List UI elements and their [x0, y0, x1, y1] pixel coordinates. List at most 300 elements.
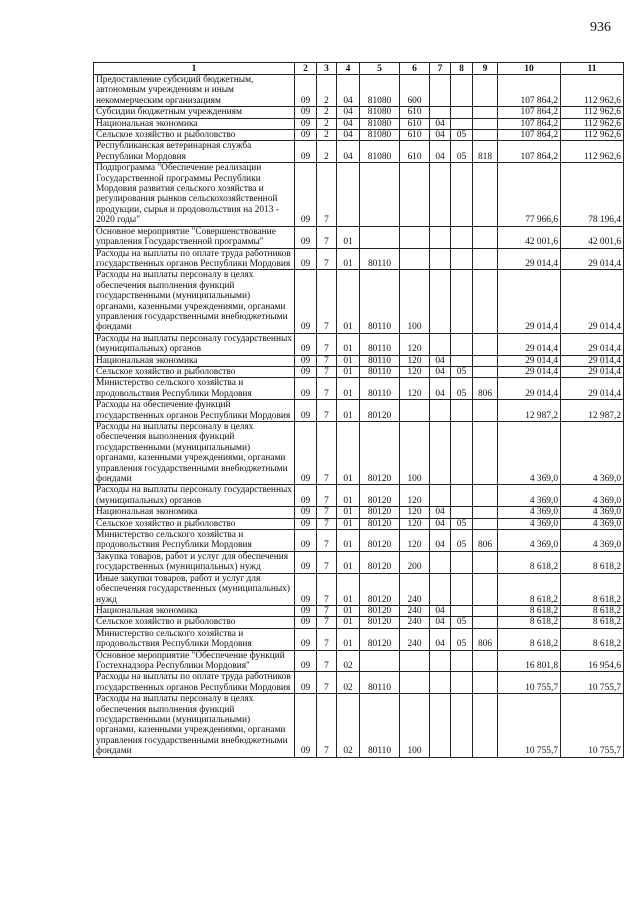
amount-cell: 8 618,2: [498, 605, 561, 616]
amount-cell: 8 618,2: [498, 628, 561, 650]
row-description: Сельское хозяйство и рыболовство: [94, 130, 295, 141]
code-cell: 120: [400, 378, 430, 400]
code-cell: 120: [400, 355, 430, 366]
row-description: Республиканская ветеринарная служба Республики Мордовия: [94, 141, 295, 163]
code-cell: 7: [317, 485, 337, 507]
amount-cell: 29 014,4: [498, 333, 561, 355]
code-cell: 7: [317, 226, 337, 248]
table-row: [94, 163, 624, 226]
amount-cell: 29 014,4: [561, 270, 624, 333]
code-cell: 04: [430, 507, 451, 518]
code-cell: 01: [337, 485, 360, 507]
code-cell: [400, 163, 430, 226]
code-cell: 7: [317, 400, 337, 422]
amount-cell: 4 369,0: [561, 485, 624, 507]
code-cell: 09: [295, 628, 317, 650]
amount-cell: 4 369,0: [561, 507, 624, 518]
code-cell: 81080: [360, 141, 400, 163]
code-cell: 2: [317, 107, 337, 118]
code-cell: 09: [295, 650, 317, 672]
amount-cell: 29 014,4: [561, 366, 624, 377]
code-cell: [473, 226, 498, 248]
amount-cell: 29 014,4: [561, 333, 624, 355]
code-cell: [451, 422, 473, 485]
code-cell: 09: [295, 422, 317, 485]
code-cell: [451, 551, 473, 573]
code-cell: 80110: [360, 333, 400, 355]
code-cell: 05: [451, 141, 473, 163]
table-row: [94, 605, 624, 616]
code-cell: [360, 650, 400, 672]
amount-cell: 4 369,0: [498, 530, 561, 552]
table-row: [94, 75, 624, 107]
row-description: Субсидии бюджетным учреждениям: [94, 107, 295, 118]
code-cell: 240: [400, 605, 430, 616]
code-cell: [451, 355, 473, 366]
amount-cell: 29 014,4: [561, 378, 624, 400]
amount-cell: 10 755,7: [498, 672, 561, 694]
code-cell: 01: [337, 270, 360, 333]
amount-cell: 8 618,2: [561, 605, 624, 616]
code-cell: 120: [400, 485, 430, 507]
amount-cell: 12 987,2: [498, 400, 561, 422]
column-header: 6: [400, 63, 430, 75]
header-row: [94, 63, 624, 75]
code-cell: 09: [295, 573, 317, 605]
code-cell: [400, 672, 430, 694]
row-description: Национальная экономика: [94, 507, 295, 518]
code-cell: [451, 485, 473, 507]
row-description: Расходы на выплаты персоналу в целях обеспечения выполнения функций государственными (муниципальными) органами, казенными учреждениями, органами управления государственными внебюджетными фондами: [94, 270, 295, 333]
code-cell: 01: [337, 248, 360, 270]
code-cell: [451, 226, 473, 248]
code-cell: [451, 163, 473, 226]
code-cell: [430, 270, 451, 333]
code-cell: [430, 400, 451, 422]
code-cell: 04: [337, 118, 360, 129]
code-cell: 09: [295, 107, 317, 118]
code-cell: 80110: [360, 355, 400, 366]
code-cell: 7: [317, 333, 337, 355]
code-cell: 04: [430, 378, 451, 400]
amount-cell: 8 618,2: [561, 551, 624, 573]
code-cell: [473, 355, 498, 366]
amount-cell: 29 014,4: [498, 355, 561, 366]
code-cell: [473, 107, 498, 118]
code-cell: 240: [400, 628, 430, 650]
column-header: 1: [94, 63, 295, 75]
amount-cell: 4 369,0: [561, 518, 624, 529]
amount-cell: 4 369,0: [561, 530, 624, 552]
column-header: 5: [360, 63, 400, 75]
row-description: Национальная экономика: [94, 118, 295, 129]
code-cell: 04: [430, 141, 451, 163]
row-description: Иные закупки товаров, работ и услуг для обеспечения государственных (муниципальных) нужд: [94, 573, 295, 605]
code-cell: 7: [317, 422, 337, 485]
column-header: 8: [451, 63, 473, 75]
code-cell: 09: [295, 518, 317, 529]
code-cell: [430, 694, 451, 757]
table-row: [94, 333, 624, 355]
code-cell: 09: [295, 333, 317, 355]
code-cell: [400, 650, 430, 672]
code-cell: [451, 107, 473, 118]
code-cell: 240: [400, 617, 430, 628]
row-description: Министерство сельского хозяйства и продовольствия Республики Мордовия: [94, 378, 295, 400]
code-cell: [473, 333, 498, 355]
code-cell: 05: [451, 617, 473, 628]
code-cell: 81080: [360, 118, 400, 129]
code-cell: 02: [337, 672, 360, 694]
code-cell: 80110: [360, 248, 400, 270]
code-cell: [400, 400, 430, 422]
row-description: Расходы на выплаты персоналу в целях обеспечения выполнения функций государственными (муниципальными) органами, казенными учреждениями, органами управления государственными внебюджетными фондами: [94, 694, 295, 757]
code-cell: 01: [337, 355, 360, 366]
code-cell: 05: [451, 130, 473, 141]
amount-cell: 29 014,4: [561, 248, 624, 270]
code-cell: [473, 650, 498, 672]
row-description: Основное мероприятие "Обеспечение функций Гостехнадзора Республики Мордовия": [94, 650, 295, 672]
table-row: [94, 378, 624, 400]
amount-cell: 107 864,2: [498, 107, 561, 118]
code-cell: 01: [337, 507, 360, 518]
row-description: Закупка товаров, работ и услуг для обеспечения государственных (муниципальных) нужд: [94, 551, 295, 573]
code-cell: 80120: [360, 422, 400, 485]
code-cell: 2: [317, 118, 337, 129]
table-row: [94, 118, 624, 129]
code-cell: 01: [337, 530, 360, 552]
code-cell: 80120: [360, 628, 400, 650]
code-cell: [451, 400, 473, 422]
amount-cell: 29 014,4: [498, 248, 561, 270]
code-cell: [451, 573, 473, 605]
code-cell: 04: [337, 130, 360, 141]
code-cell: 09: [295, 485, 317, 507]
table-row: [94, 248, 624, 270]
code-cell: [430, 551, 451, 573]
table-row: [94, 422, 624, 485]
code-cell: 04: [430, 366, 451, 377]
code-cell: 09: [295, 507, 317, 518]
code-cell: 100: [400, 694, 430, 757]
code-cell: [473, 422, 498, 485]
code-cell: 04: [337, 107, 360, 118]
column-header: 3: [317, 63, 337, 75]
code-cell: 05: [451, 628, 473, 650]
row-description: Расходы на выплаты персоналу в целях обеспечения выполнения функций государственными (муниципальными) органами, казенными учреждениями, органами управления государственными внебюджетными фондами: [94, 422, 295, 485]
code-cell: [473, 270, 498, 333]
amount-cell: 77 966,6: [498, 163, 561, 226]
table-row: [94, 270, 624, 333]
code-cell: 04: [430, 530, 451, 552]
code-cell: 81080: [360, 107, 400, 118]
code-cell: [473, 248, 498, 270]
code-cell: [473, 485, 498, 507]
budget-table: [93, 62, 624, 758]
code-cell: 04: [430, 130, 451, 141]
amount-cell: 8 618,2: [561, 573, 624, 605]
code-cell: [430, 248, 451, 270]
row-description: Министерство сельского хозяйства и продовольствия Республики Мордовия: [94, 530, 295, 552]
amount-cell: 8 618,2: [498, 551, 561, 573]
amount-cell: 16 801,8: [498, 650, 561, 672]
code-cell: 120: [400, 333, 430, 355]
table-row: [94, 650, 624, 672]
code-cell: 2: [317, 130, 337, 141]
code-cell: 05: [451, 518, 473, 529]
code-cell: 09: [295, 378, 317, 400]
code-cell: [451, 75, 473, 107]
code-cell: 81080: [360, 75, 400, 107]
row-description: Основное мероприятие "Совершенствование управления Государственной программы": [94, 226, 295, 248]
code-cell: 7: [317, 551, 337, 573]
code-cell: 80110: [360, 694, 400, 757]
amount-cell: 29 014,4: [561, 355, 624, 366]
code-cell: 80110: [360, 366, 400, 377]
code-cell: 7: [317, 605, 337, 616]
code-cell: [451, 118, 473, 129]
amount-cell: 29 014,4: [498, 366, 561, 377]
code-cell: 01: [337, 378, 360, 400]
code-cell: 05: [451, 378, 473, 400]
code-cell: 09: [295, 270, 317, 333]
code-cell: 600: [400, 75, 430, 107]
code-cell: 01: [337, 605, 360, 616]
code-cell: 09: [295, 605, 317, 616]
code-cell: 7: [317, 694, 337, 757]
table-row: [94, 107, 624, 118]
code-cell: 01: [337, 422, 360, 485]
code-cell: 200: [400, 551, 430, 573]
amount-cell: 29 014,4: [498, 378, 561, 400]
code-cell: 80120: [360, 605, 400, 616]
code-cell: 09: [295, 130, 317, 141]
code-cell: 01: [337, 400, 360, 422]
code-cell: [473, 163, 498, 226]
code-cell: 120: [400, 530, 430, 552]
code-cell: 09: [295, 617, 317, 628]
code-cell: 09: [295, 694, 317, 757]
table-row: [94, 485, 624, 507]
code-cell: 01: [337, 333, 360, 355]
amount-cell: 107 864,2: [498, 130, 561, 141]
code-cell: 80110: [360, 378, 400, 400]
code-cell: [473, 118, 498, 129]
code-cell: 09: [295, 355, 317, 366]
code-cell: [430, 485, 451, 507]
code-cell: 02: [337, 694, 360, 757]
code-cell: 80120: [360, 400, 400, 422]
code-cell: [451, 650, 473, 672]
code-cell: [430, 333, 451, 355]
table-row: [94, 617, 624, 628]
table-row: [94, 573, 624, 605]
code-cell: 01: [337, 518, 360, 529]
code-cell: [430, 75, 451, 107]
code-cell: [473, 366, 498, 377]
table-row: [94, 226, 624, 248]
amount-cell: 4 369,0: [561, 422, 624, 485]
code-cell: 7: [317, 248, 337, 270]
amount-cell: 4 369,0: [498, 507, 561, 518]
code-cell: 80120: [360, 530, 400, 552]
row-description: Предоставление субсидий бюджетным, автономным учреждениям и иным некоммерческим организациям: [94, 75, 295, 107]
code-cell: [473, 551, 498, 573]
code-cell: [400, 248, 430, 270]
code-cell: 04: [430, 617, 451, 628]
table-row: [94, 366, 624, 377]
amount-cell: 107 864,2: [498, 118, 561, 129]
amount-cell: 4 369,0: [498, 422, 561, 485]
amount-cell: 8 618,2: [561, 617, 624, 628]
code-cell: 7: [317, 507, 337, 518]
table-row: [94, 507, 624, 518]
code-cell: 7: [317, 617, 337, 628]
code-cell: 09: [295, 248, 317, 270]
code-cell: 04: [337, 141, 360, 163]
code-cell: 01: [337, 551, 360, 573]
amount-cell: 112 962,6: [561, 107, 624, 118]
code-cell: 806: [473, 378, 498, 400]
table-row: [94, 355, 624, 366]
code-cell: 818: [473, 141, 498, 163]
code-cell: [473, 130, 498, 141]
code-cell: 05: [451, 530, 473, 552]
code-cell: [451, 270, 473, 333]
code-cell: 610: [400, 107, 430, 118]
code-cell: [451, 694, 473, 757]
column-header: 9: [473, 63, 498, 75]
code-cell: [473, 672, 498, 694]
code-cell: 01: [337, 366, 360, 377]
code-cell: 01: [337, 628, 360, 650]
amount-cell: 42 001,6: [498, 226, 561, 248]
code-cell: 7: [317, 573, 337, 605]
code-cell: [430, 672, 451, 694]
code-cell: 01: [337, 226, 360, 248]
code-cell: 80120: [360, 573, 400, 605]
code-cell: 100: [400, 422, 430, 485]
table-row: [94, 551, 624, 573]
code-cell: 04: [430, 118, 451, 129]
row-description: Национальная экономика: [94, 605, 295, 616]
code-cell: [473, 617, 498, 628]
code-cell: [473, 75, 498, 107]
code-cell: 09: [295, 672, 317, 694]
code-cell: [473, 694, 498, 757]
code-cell: [360, 163, 400, 226]
table-row: [94, 400, 624, 422]
amount-cell: 12 987,2: [561, 400, 624, 422]
code-cell: [430, 107, 451, 118]
row-description: Сельское хозяйство и рыболовство: [94, 366, 295, 377]
code-cell: [430, 163, 451, 226]
code-cell: [451, 333, 473, 355]
amount-cell: 107 864,2: [498, 75, 561, 107]
row-description: Расходы на выплаты персоналу государственных (муниципальных) органов: [94, 333, 295, 355]
table-row: [94, 518, 624, 529]
amount-cell: 29 014,4: [498, 270, 561, 333]
amount-cell: 4 369,0: [498, 518, 561, 529]
code-cell: 09: [295, 75, 317, 107]
amount-cell: 8 618,2: [561, 628, 624, 650]
code-cell: 09: [295, 226, 317, 248]
code-cell: [473, 400, 498, 422]
amount-cell: 112 962,6: [561, 75, 624, 107]
code-cell: 7: [317, 518, 337, 529]
code-cell: [430, 422, 451, 485]
code-cell: 7: [317, 628, 337, 650]
row-description: Министерство сельского хозяйства и продовольствия Республики Мордовия: [94, 628, 295, 650]
amount-cell: 112 962,6: [561, 141, 624, 163]
row-description: Расходы на выплаты по оплате труда работников государственных органов Республики Мордовия: [94, 248, 295, 270]
table-row: [94, 672, 624, 694]
amount-cell: 16 954,6: [561, 650, 624, 672]
code-cell: 610: [400, 118, 430, 129]
code-cell: [400, 226, 430, 248]
code-cell: 7: [317, 270, 337, 333]
code-cell: 01: [337, 617, 360, 628]
code-cell: [360, 226, 400, 248]
amount-cell: 112 962,6: [561, 118, 624, 129]
code-cell: 04: [337, 75, 360, 107]
code-cell: 04: [430, 518, 451, 529]
table-row: [94, 628, 624, 650]
code-cell: [473, 518, 498, 529]
code-cell: [473, 573, 498, 605]
row-description: Расходы на выплаты по оплате труда работников государственных органов Республики Мордовия: [94, 672, 295, 694]
amount-cell: 42 001,6: [561, 226, 624, 248]
table-row: [94, 130, 624, 141]
column-header: 4: [337, 63, 360, 75]
code-cell: 120: [400, 507, 430, 518]
code-cell: [430, 650, 451, 672]
code-cell: 09: [295, 118, 317, 129]
amount-cell: 10 755,7: [561, 672, 624, 694]
code-cell: 120: [400, 518, 430, 529]
table-row: [94, 530, 624, 552]
code-cell: 7: [317, 530, 337, 552]
code-cell: 05: [451, 366, 473, 377]
code-cell: 09: [295, 530, 317, 552]
code-cell: 80120: [360, 518, 400, 529]
code-cell: 09: [295, 366, 317, 377]
code-cell: 01: [337, 573, 360, 605]
code-cell: 80120: [360, 551, 400, 573]
code-cell: 7: [317, 355, 337, 366]
code-cell: 80110: [360, 270, 400, 333]
code-cell: 7: [317, 366, 337, 377]
code-cell: 7: [317, 650, 337, 672]
row-description: Подпрограмма "Обеспечение реализации Государственной программы Республики Мордовия развития сельского хозяйства и регулирования рынков сельскохозяйственной продукции, сырья и продовольствия на 2013 - 2020 годы": [94, 163, 295, 226]
column-header: 11: [561, 63, 624, 75]
code-cell: 80120: [360, 617, 400, 628]
code-cell: 120: [400, 366, 430, 377]
code-cell: 04: [430, 605, 451, 616]
code-cell: 100: [400, 270, 430, 333]
amount-cell: 8 618,2: [498, 617, 561, 628]
table-row: [94, 141, 624, 163]
amount-cell: 112 962,6: [561, 130, 624, 141]
column-header: 2: [295, 63, 317, 75]
code-cell: [430, 573, 451, 605]
amount-cell: 8 618,2: [498, 573, 561, 605]
code-cell: 09: [295, 551, 317, 573]
row-description: Сельское хозяйство и рыболовство: [94, 617, 295, 628]
code-cell: 7: [317, 163, 337, 226]
page-number: 936: [590, 20, 611, 35]
code-cell: 806: [473, 628, 498, 650]
